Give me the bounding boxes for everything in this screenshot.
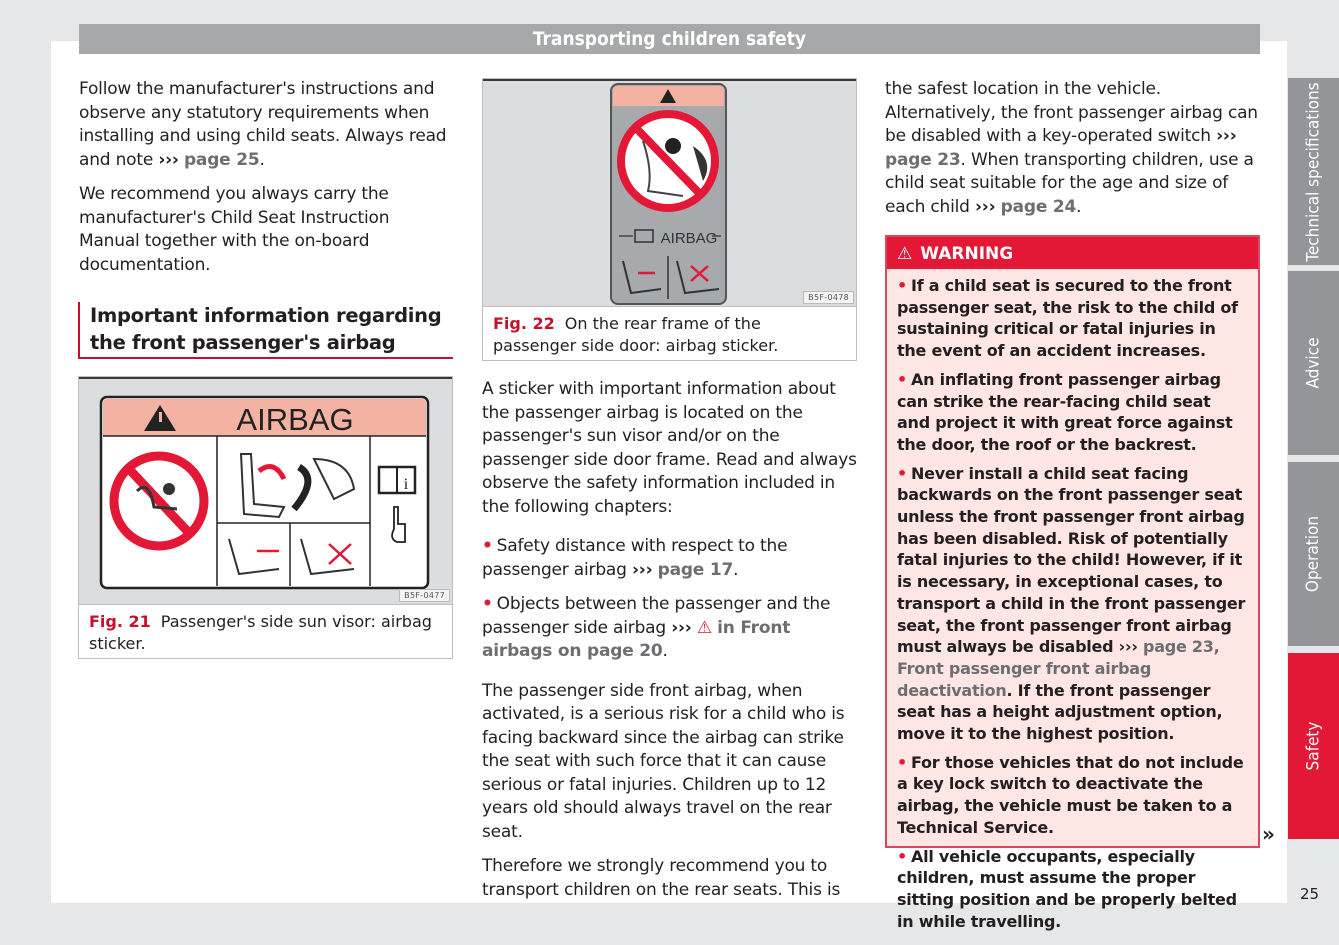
bullet-icon: • (482, 594, 493, 614)
page-link[interactable]: page 23 (885, 149, 961, 170)
figure-code: B5F-0477 (399, 589, 450, 602)
page-link[interactable]: page 25 (183, 149, 260, 170)
svg-text:AIRBAG: AIRBAG (236, 402, 354, 437)
tab-safety[interactable]: Safety (1288, 653, 1339, 839)
figure-22 (482, 78, 857, 361)
figure-image (79, 377, 452, 605)
list-item: • Objects between the passenger and the passenger side airbag ››› ⚠ in Front airbags on page 20. (482, 594, 831, 661)
figure-image (483, 79, 856, 307)
figure-21 (78, 376, 453, 659)
list-item: • Safety distance with respect to the passenger airbag ››› page 17. (482, 536, 788, 580)
page-header: Transporting children safety (79, 24, 1260, 54)
recommend-paragraph: We recommend you always carry the manufacturer's Child Seat Instruction Manual together with the on-board documentation. (79, 184, 390, 275)
bullet-icon: • (897, 463, 907, 483)
tab-technical-specifications[interactable]: Technical specifications (1288, 78, 1339, 265)
bullet-icon: • (897, 276, 907, 295)
warning-triangle-icon: ⚠ (696, 617, 712, 638)
recommend-rear-paragraph: Therefore we strongly recommend you to transport children on the rear seats. This is (482, 856, 841, 900)
page-link[interactable]: page 24 (1000, 196, 1077, 217)
left-column (79, 78, 451, 288)
sticker-paragraph: A sticker with important information about the passenger airbag is located on the passenger's sun visor and/or on the passenger side door frame. Read and always observe the safety information included in the following chapters: (482, 379, 857, 517)
tab-operation[interactable]: Operation (1288, 462, 1339, 646)
warning-box (885, 235, 1260, 931)
bullet-icon: • (482, 536, 493, 556)
page-link[interactable]: page 17 (657, 559, 734, 580)
bullet-icon: • (897, 369, 907, 389)
figure-label: Fig. 21 (89, 612, 151, 631)
right-column (885, 78, 1260, 219)
cross-reference-arrows-icon: ››› (631, 559, 653, 580)
middle-column (482, 378, 857, 913)
page-link[interactable]: in Front airbags on page 20 (482, 617, 791, 661)
door-airbag-sticker-icon (483, 81, 856, 307)
airbag-sticker-icon (79, 379, 452, 605)
bullet-icon: • (897, 752, 907, 772)
warning-item: • Never install a child seat facing backwards on the front passenger seat unless the front passenger front airbag has been disabled. Risk of potentially fatal injuries to the child! However, if it is necessary, in exceptional cases, to transport a child in the front passenger seat, the front passenger front airbag must always be disabled ››› page 23, Front passenger front airbag deactivation. If the front passenger seat has a height adjustment option, move it to the highest position. (897, 463, 1246, 744)
warning-header: ⚠ WARNING (887, 237, 1258, 269)
svg-text:i: i (403, 476, 409, 493)
warning-triangle-icon: ⚠ (897, 244, 913, 264)
cross-reference-arrows-icon: ››› (671, 617, 692, 638)
risk-paragraph: The passenger side front airbag, when activated, is a serious risk for a child who is facing backward since the airbag can strike the seat with such force that it can cause serious or fatal injuries. Children up to 12 years old should always travel on the rear seat. (482, 680, 845, 842)
svg-text:AIRBAG: AIRBAG (660, 230, 718, 247)
tab-advice[interactable]: Advice (1288, 271, 1339, 455)
continue-arrow-icon: » (1262, 822, 1275, 846)
warning-body (887, 269, 1258, 932)
page-link[interactable]: page 23, Front passenger front airbag deactivation (897, 637, 1220, 700)
page-number: 25 (1300, 885, 1320, 903)
warning-item: • If a child seat is secured to the front passenger seat, the risk to the child of sustaining critical or fatal injuries in the event of an accident increases. (897, 276, 1238, 361)
intro-paragraph: Follow the manufacturer's instructions and observe any statutory requirements when installing and using child seats. Always read and note ››› page 25. (79, 79, 447, 170)
warning-item: • For those vehicles that do not include a key lock switch to deactivate the airbag, the vehicle must be taken to a Technical Service. (897, 752, 1244, 837)
safest-location-paragraph: the safest location in the vehicle. Alternatively, the front passenger airbag can be disabled with a key-operated switch ››› page 23. When transporting children, use a child seat suitable for the age and size of each child ››› page 24. (885, 79, 1258, 217)
cross-reference-arrows-icon: ››› (1216, 126, 1237, 146)
warning-item: • All vehicle occupants, especially children, must assume the proper sitting position and be properly belted in while travelling. (897, 846, 1237, 931)
cross-reference-arrows-icon: ››› (1118, 637, 1138, 657)
warning-item: • An inflating front passenger airbag can strike the rear-facing child seat and project it with great force against the door, the roof or the backrest. (897, 369, 1233, 454)
cross-reference-arrows-icon: ››› (974, 196, 996, 217)
figure-caption: Fig. 22 On the rear frame of the passenger side door: airbag sticker. (493, 314, 779, 355)
section-heading: Important information regarding the front passenger's airbag (78, 302, 453, 359)
bullet-icon: • (897, 846, 907, 866)
figure-caption: Fig. 21 Passenger's side sun visor: airbag sticker. (89, 612, 432, 653)
figure-label: Fig. 22 (493, 314, 555, 333)
figure-code: B5F-0478 (803, 291, 854, 304)
cross-reference-arrows-icon: ››› (158, 149, 179, 170)
